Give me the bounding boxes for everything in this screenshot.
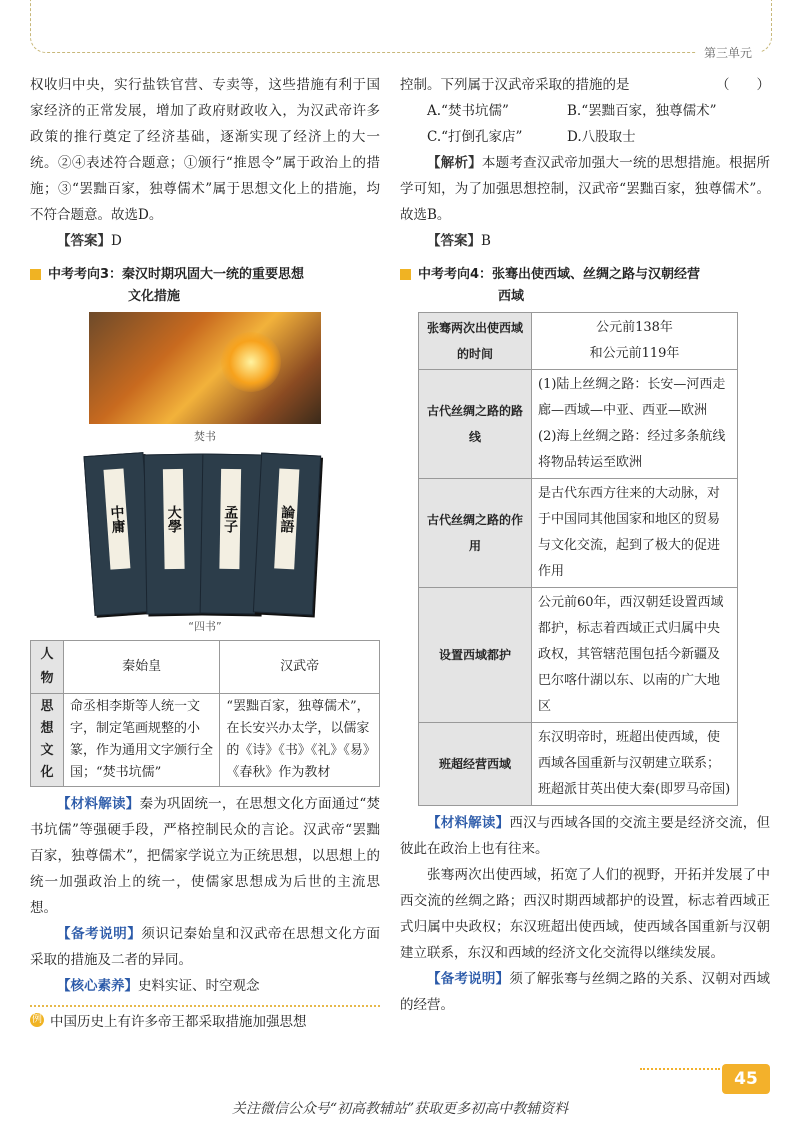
table-row-label: 思想文化 — [31, 694, 64, 787]
table-cell-han: “罢黜百家，独尊儒术”，在长安兴办太学，以儒家的《诗》《书》《礼》《易》《春秋》作为教材 — [220, 694, 380, 787]
exam-note: 【备考说明】须识记秦始皇和汉武帝在思想文化方面采取的措施及二者的异同。 — [30, 926, 381, 968]
options-row-2: C.“打倒孔家店” D.八股取士 — [427, 129, 636, 145]
header-frame — [30, 0, 772, 53]
table-row: 设置西域都护 公元前60年，西汉朝廷设置西域都护，标志着西域正式归属中央政权，其管辖范围包括今新疆及巴尔喀什湖以东、以南的广大地区 — [419, 588, 738, 723]
analysis: 【解析】本题考查汉武帝加强大一统的思想措施。根据所学可知，为了加强思想控制，汉武帝“罢黜百家，独尊儒术”。故选B。 — [400, 155, 771, 223]
table-cell-qin: 命丞相李斯等人统一文字，制定笔画规整的小篆，作为通用文字颁行全国；“焚书坑儒” — [64, 694, 220, 787]
right-column — [400, 72, 770, 1018]
table-header-person: 人物 — [31, 641, 64, 694]
answer-line: 【答案】D — [57, 233, 122, 249]
table-row: 张骞两次出使西域的时间 公元前138年 和公元前119年 — [419, 313, 738, 370]
material-reading-right-2: 张骞两次出使西域，拓宽了人们的视野，开拓并发展了中西交流的丝绸之路；西汉时期西域都护的设置，标志着西域正式归属中央政权；东汉班超出使西域，使西域各国重新与汉朝建立联系，东汉和西域的经济文化交流得以继续发展。 — [400, 867, 770, 961]
question-line: 控制。下列属于汉武帝采取的措施的是 （ ） — [400, 77, 770, 93]
four-books-image — [89, 454, 321, 614]
image-caption-burning-books: 焚书 — [194, 430, 216, 443]
footer-note: 关注微信公众号“初高教辅站”获取更多初高中教辅资料 — [231, 1101, 569, 1117]
exam-note-right: 【备考说明】须了解张骞与丝绸之路的关系、汉朝对西域的经营。 — [400, 971, 770, 1013]
image-caption-four-books: “四书” — [188, 620, 222, 633]
table-row: 古代丝绸之路的路线 (1)陆上丝绸之路：长安—河西走廊—西域—中亚、西亚—欧洲 (2)海上丝绸之路：经过多条航线将物品转运至欧洲 — [419, 370, 738, 479]
options-row-1: A.“焚书坑儒” B.“罢黜百家，独尊儒术” — [427, 103, 717, 119]
book-lunyu: 論語 — [253, 453, 321, 616]
silk-road-table — [418, 312, 738, 806]
example-icon: 例 — [32, 1014, 42, 1025]
core-literacy: 【核心素养】史料实证、时空观念 — [57, 978, 260, 994]
left-column — [30, 72, 380, 1035]
answer-line-right: 【答案】B — [427, 233, 491, 249]
table-row: 班超经营西域 东汉明帝时，班超出使西域，使西域各国重新与汉朝建立联系；班超派甘英出使大秦(即罗马帝国) — [419, 723, 738, 806]
material-reading: 【材料解读】秦为巩固统一，在思想文化方面通过“焚书坑儒”等强硬手段，严格控制民众的言论。汉武帝“罢黜百家，独尊儒术”，把儒家学说立为正统思想，以思想上的统一加强政治上的统一，使儒家思想成为后世的主流思想。 — [30, 796, 381, 916]
example-question-start: 例 中国历史上有许多帝王都采取措施加强思想 — [30, 1005, 380, 1035]
material-reading-right: 【材料解读】西汉与西域各国的交流主要是经济交流，但彼此在政治上也有往来。 — [400, 815, 770, 857]
table-header-han: 汉武帝 — [220, 641, 380, 694]
unit-label: 第三单元 — [696, 44, 760, 61]
table-header-qin: 秦始皇 — [64, 641, 220, 694]
paragraph-continuation: 权收归中央，实行盐铁官营、专卖等，这些措施有利于国家经济的正常发展，增加了政府财政收入，为汉武帝许多政策的推行奠定了经济基础，逐渐实现了经济上的大一统。②④表述符合题意；①颁行“推恩令”属于政治上的措施；③“罢黜百家，独尊儒术”属于思想文化上的措施，均不符合题意。故选D。 — [30, 77, 380, 223]
section-heading-4: 中考考向4：张骞出使西域、丝绸之路与汉朝经营 西域 — [400, 264, 770, 308]
page-number: 45 — [722, 1064, 770, 1094]
book-zhongyong: 中庸 — [83, 452, 154, 616]
section-heading-3: 中考考向3：秦汉时期巩固大一统的重要思想 文化措施 — [30, 264, 380, 308]
book-daxue: 大學 — [144, 453, 207, 614]
comparison-table — [30, 640, 380, 787]
book-mengzi: 孟子 — [200, 453, 263, 614]
page-number-decoration — [640, 1068, 720, 1070]
table-row: 古代丝绸之路的作用 是古代东西方往来的大动脉，对于中国同其他国家和地区的贸易与文化交流，起到了极大的促进作用 — [419, 479, 738, 588]
burning-books-image — [89, 312, 321, 424]
